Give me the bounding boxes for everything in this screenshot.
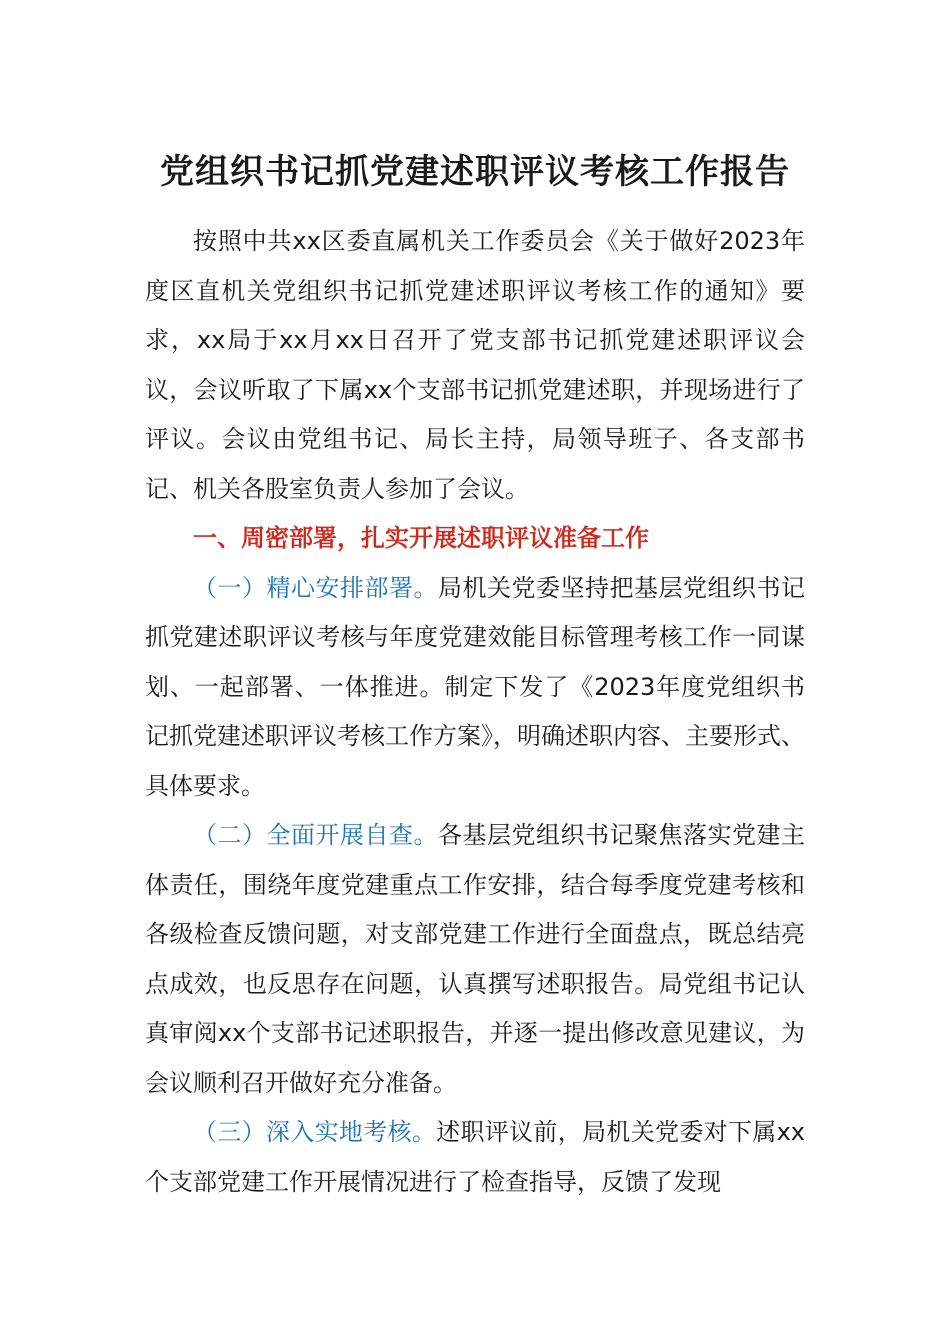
sub-text-1: 局机关党委坚持把基层党组织书记抓党建述职评议考核与年度党建效能目标管理考核工作一同谋划、一起部署、一体推进。制定下发了《2023年度党组织书记抓党建述职评议考核工作方案》，明确述职内容、主要形式、具体要求。 [145,573,805,800]
section-heading-1: 一、周密部署，扎实开展述职评议准备工作 [193,524,649,552]
sub-heading-2: （二）全面开展自查。 [193,821,438,849]
paragraph-sub-3 [145,1108,805,1207]
sub-text-3: 述职评议前，局机关党委对下属xx个支部党建工作开展情况进行了检查指导，反馈了发现 [145,1118,806,1196]
paragraph-sub-1 [145,564,805,812]
sub-heading-1: （一）精心安排部署。 [193,573,438,602]
intro-paragraph: 按照中共xx区委直属机关工作委员会《关于做好2023年度区直机关党组织书记抓党建述职评议考核工作的通知》要求，xx局于xx月xx日召开了党支部书记抓党建述职评议会议，会议听取了下属xx个支部书记抓党建述职，并现场进行了评议。会议由党组书记、局长主持，局领导班子、各支部书记、机关各股室负责人参加了会议。 [145,227,805,503]
document-title: 党组织书记抓党建述职评议考核工作报告 [160,152,790,192]
sub-text-2: 各基层党组织书记聚焦落实党建主体责任，围绕年度党建重点工作安排，结合每季度党建考核和各级检查反馈问题，对支部党建工作进行全面盘点，既总结亮点成效，也反思存在问题，认真撰写述职报告。局党组书记认真审阅xx个支部书记述职报告，并逐一提出修改意见建议，为会议顺利召开做好充分准备。 [145,821,805,1097]
sub-heading-3: （三）深入实地考核。 [193,1118,437,1146]
document-body [145,217,805,1207]
paragraph-sub-2 [145,811,805,1108]
